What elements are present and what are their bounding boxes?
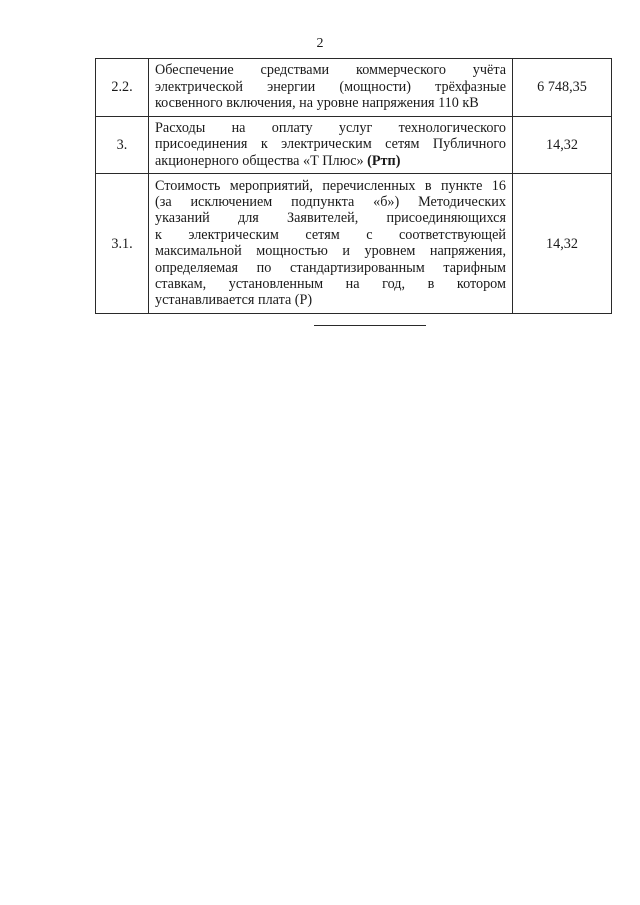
description-line: присоединения к электрическим сетям Публичного bbox=[155, 136, 506, 153]
tariff-table bbox=[95, 58, 612, 314]
description-line: Стоимость мероприятий, перечисленных в пункте 16 bbox=[155, 177, 506, 194]
row-value: 14,32 bbox=[513, 174, 612, 314]
description-line: Расходы на оплату услуг технологического bbox=[155, 120, 506, 136]
table-row bbox=[96, 59, 612, 117]
description-line: (за исключением подпункта «б») Методических bbox=[155, 194, 506, 210]
end-divider-line bbox=[314, 325, 426, 326]
description-line bbox=[155, 153, 506, 169]
description-line: максимальной мощностью и уровнем напряжения, bbox=[155, 243, 506, 260]
description-line: электрической энергии (мощности) трёхфазные bbox=[155, 78, 506, 95]
row-value: 6 748,35 bbox=[513, 59, 612, 117]
page-number: 2 bbox=[316, 36, 324, 51]
description-line: устанавливается плата (Р) bbox=[155, 292, 313, 309]
description-line: указаний для Заявителей, присоединяющихся bbox=[155, 210, 506, 227]
description-line: ставкам, установленным на год, в котором bbox=[155, 276, 506, 293]
row-number: 3.1. bbox=[96, 174, 149, 314]
row-description bbox=[149, 174, 513, 314]
row-description bbox=[149, 117, 513, 174]
row-number: 3. bbox=[96, 117, 149, 174]
table-row bbox=[96, 174, 612, 314]
row-description bbox=[149, 59, 513, 117]
description-line: Обеспечение средствами коммерческого учёта bbox=[155, 62, 506, 79]
row-value: 14,32 bbox=[513, 117, 612, 174]
description-line: определяемая по стандартизированным тарифным bbox=[155, 259, 506, 276]
description-line: к электрическим сетям с соответствующей bbox=[155, 226, 506, 243]
formula-symbol: (Ртп) bbox=[367, 152, 401, 169]
description-line: косвенного включения, на уровне напряжения 110 кВ bbox=[155, 95, 479, 112]
row-number: 2.2. bbox=[96, 59, 149, 117]
description-text: акционерного общества «Т Плюс» bbox=[155, 152, 368, 169]
table-row bbox=[96, 117, 612, 174]
